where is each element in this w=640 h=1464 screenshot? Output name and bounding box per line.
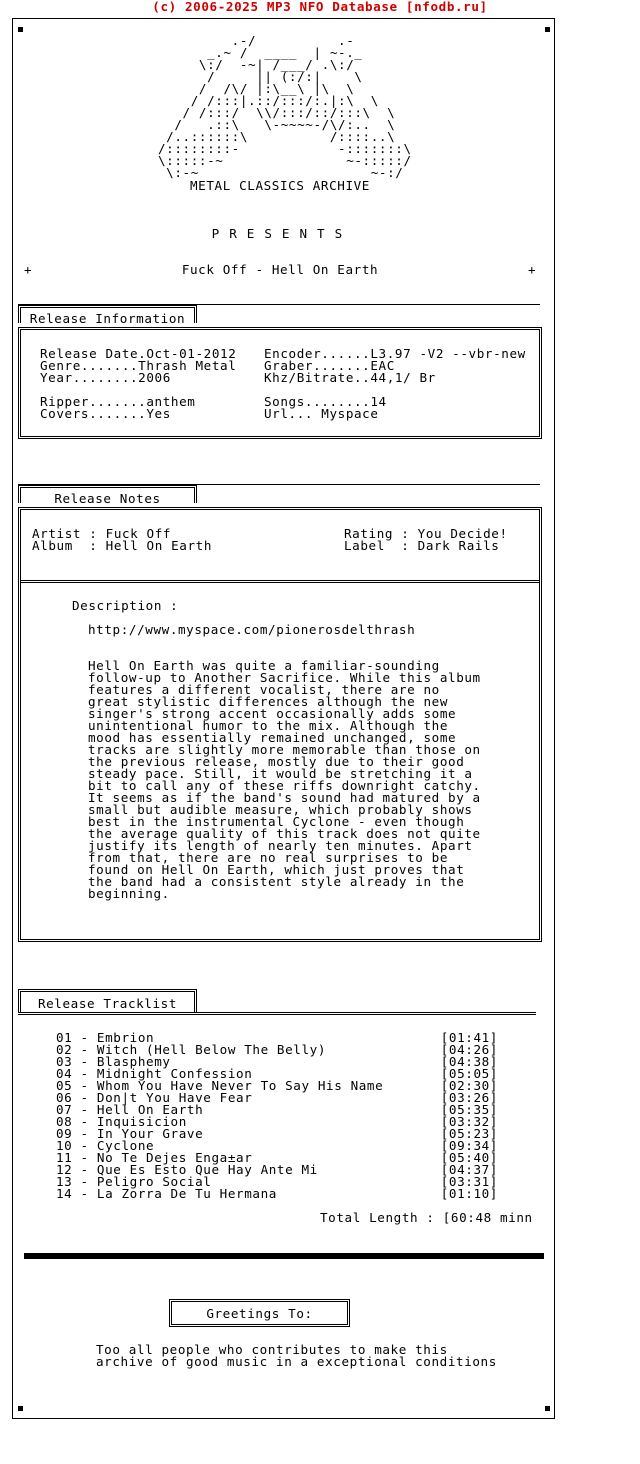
rating-line: Rating : You Decide!	[344, 526, 508, 541]
track-number: 14	[56, 1186, 73, 1201]
ascii-logo: .-/ .- _.~ / ____ | ~-._ \:/ -~| /___/ .\:/ / || (:/:| \ / /\/ |:\__\ |\ \ / /:::|.::/:::/:.|:\ \ / /:::/ \\/:::/::/:::\ \ / .::\ \-~~~~-/\/:.. \ /..::::::\ /::::..\ /::::::::- -:::::::\ \:::::-~ ~-:::::/ \:-~ ~-:/	[158, 33, 412, 180]
track-title: Witch (Hell Below The Belly)	[96, 1042, 327, 1057]
info-line: Songs........14	[264, 394, 387, 409]
track-time: [04:38]	[440, 1054, 498, 1069]
track-number: 05	[56, 1078, 73, 1093]
divider	[18, 1012, 536, 1013]
artist-line: Artist : Fuck Off	[32, 526, 172, 541]
track-time: [05:05]	[440, 1066, 498, 1081]
info-line: Year........2006	[40, 370, 171, 385]
track-number: 11	[56, 1150, 73, 1165]
info-line: Graber.......EAC	[264, 358, 395, 373]
track-number: 12	[56, 1162, 73, 1177]
track-title: Cyclone	[96, 1138, 155, 1153]
track-number: 08	[56, 1114, 73, 1129]
track-row: 03 - Blasphemy [04:38]	[56, 1054, 498, 1069]
track-row: 13 - Peligro Social [03:31]	[56, 1174, 498, 1189]
section-tab-tracklist: Release Tracklist	[18, 989, 197, 1012]
track-time: [05:23]	[440, 1126, 498, 1141]
info-line: Url... Myspace	[264, 406, 379, 421]
track-time: [02:30]	[440, 1078, 498, 1093]
divider	[18, 1014, 536, 1015]
track-number: 06	[56, 1090, 73, 1105]
section-tab-release-info: Release Information	[18, 305, 197, 323]
track-time: [03:31]	[440, 1174, 498, 1189]
thick-divider	[24, 1253, 544, 1259]
track-row: 02 - Witch (Hell Below The Belly) [04:26]	[56, 1042, 498, 1057]
track-row: 06 - Don|t You Have Fear [03:26]	[56, 1090, 498, 1105]
info-line: Release Date.Oct-01-2012	[40, 346, 237, 361]
track-title: Embrion	[96, 1030, 155, 1045]
track-time: [03:32]	[440, 1114, 498, 1129]
track-title: Que Es Esto Que Hay Ante Mi	[96, 1162, 318, 1177]
track-title: Peligro Social	[96, 1174, 212, 1189]
track-title: No Te Dejes Enga±ar	[96, 1150, 253, 1165]
corner-dot	[18, 27, 23, 32]
track-row: 14 - La Zorra De Tu Hermana [01:10]	[56, 1186, 498, 1201]
section-tab-release-notes: Release Notes	[18, 485, 197, 503]
track-time: [04:26]	[440, 1042, 498, 1057]
track-number: 13	[56, 1174, 73, 1189]
plus-marker-left: +	[24, 262, 33, 277]
track-row: 01 - Embrion [01:41]	[56, 1030, 498, 1045]
release-title: Fuck Off - Hell On Earth	[181, 262, 379, 277]
release-info-right	[264, 348, 526, 420]
corner-dot	[545, 27, 550, 32]
track-row: 12 - Que Es Esto Que Hay Ante Mi [04:37]	[56, 1162, 498, 1177]
info-line: Genre.......Thrash Metal	[40, 358, 237, 373]
info-line: Encoder......L3.97 -V2 --vbr-new	[264, 346, 526, 361]
info-line: Covers.......Yes	[40, 406, 171, 421]
logo-caption: METAL CLASSICS ARCHIVE	[189, 178, 370, 193]
description-label: Description :	[72, 598, 179, 613]
track-title: In Your Grave	[96, 1126, 204, 1141]
track-time: [04:37]	[440, 1162, 498, 1177]
track-row: 11 - No Te Dejes Enga±ar [05:40]	[56, 1150, 498, 1165]
total-length: Total Length : [60:48 minn	[320, 1210, 533, 1225]
album-line: Album : Hell On Earth	[32, 538, 213, 553]
greetings-title: Greetings To:	[169, 1299, 350, 1327]
track-title: Don|t You Have Fear	[96, 1090, 253, 1105]
presents-text: P R E S E N T S	[211, 226, 344, 241]
track-row: 10 - Cyclone [09:34]	[56, 1138, 498, 1153]
track-row: 04 - Midnight Confession [05:05]	[56, 1066, 498, 1081]
track-number: 04	[56, 1066, 73, 1081]
track-title: Inquisicion	[96, 1114, 187, 1129]
site-header: (c) 2006-2025 MP3 NFO Database [nfodb.ru]	[152, 0, 488, 14]
track-row: 08 - Inquisicion [03:32]	[56, 1114, 498, 1129]
track-row: 09 - In Your Grave [05:23]	[56, 1126, 498, 1141]
track-title: Whom You Have Never To Say His Name	[96, 1078, 384, 1093]
info-line: Khz/Bitrate..44,1/ Br	[264, 370, 436, 385]
description-text: Hell On Earth was quite a familiar-sounding follow-up to Another Sacrifice. While this album features a different vocalist, there are no great stylistic differences although the new singer's strong accent occasionally adds some unintentional humor to the mix. Although the mood has essentially remained unchanged, some tracks are slightly more memorable than those on the previous release, mostly due to their good steady pace. Still, it would be stretching it a bit to call any of these riffs downright catchy. It seems as if the band's sound had matured by a small but audible measure, which probably shows best in the instrumental Cyclone - even though the average quality of this track does not quite justify its length of nearly ten minutes. Apart from that, there are no real surprises to be found on Hell On Earth, which just proves that the band had a consistent style already in the beginning.	[88, 658, 481, 901]
greetings-text: Too all people who contributes to make this archive of good music in a exceptional conditions	[96, 1342, 497, 1369]
track-number: 07	[56, 1102, 73, 1117]
track-number: 09	[56, 1126, 73, 1141]
tracklist	[56, 1032, 498, 1200]
track-number: 03	[56, 1054, 73, 1069]
track-time: [01:10]	[440, 1186, 498, 1201]
track-title: Blasphemy	[96, 1054, 171, 1069]
track-time: [01:41]	[440, 1030, 498, 1045]
track-time: [03:26]	[440, 1090, 498, 1105]
track-number: 01	[56, 1030, 73, 1045]
myspace-url: http://www.myspace.com/pionerosdelthrash	[88, 622, 416, 637]
label-line: Label : Dark Rails	[344, 538, 500, 553]
plus-marker-right: +	[528, 262, 537, 277]
track-title: Midnight Confession	[96, 1066, 253, 1081]
track-row: 07 - Hell On Earth [05:35]	[56, 1102, 498, 1117]
corner-dot	[18, 1406, 23, 1411]
track-time: [09:34]	[440, 1138, 498, 1153]
track-time: [05:35]	[440, 1102, 498, 1117]
release-info-left	[40, 348, 236, 420]
divider	[21, 580, 539, 581]
track-title: Hell On Earth	[96, 1102, 204, 1117]
track-number: 10	[56, 1138, 73, 1153]
info-line: Ripper.......anthem	[40, 394, 196, 409]
track-number: 02	[56, 1042, 73, 1057]
track-time: [05:40]	[440, 1150, 498, 1165]
corner-dot	[545, 1406, 550, 1411]
track-row: 05 - Whom You Have Never To Say His Name [02:30]	[56, 1078, 498, 1093]
divider	[21, 582, 539, 583]
track-title: La Zorra De Tu Hermana	[96, 1186, 277, 1201]
